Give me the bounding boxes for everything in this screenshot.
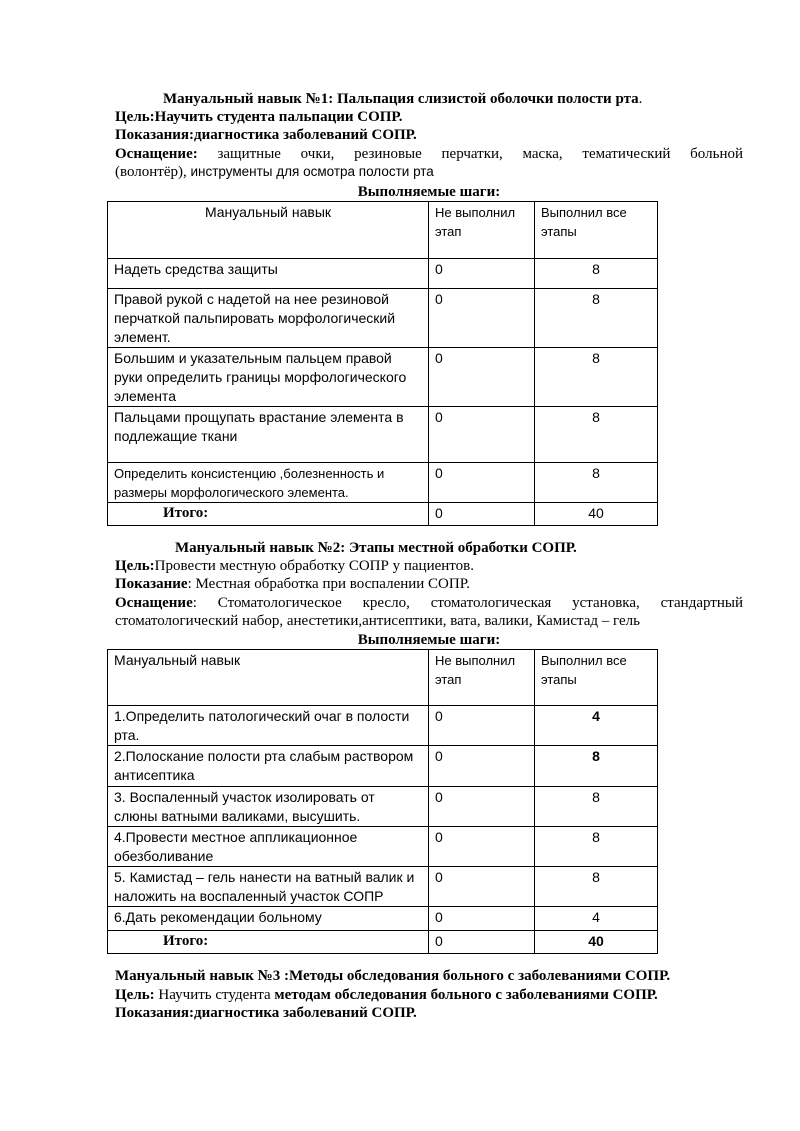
row-all-done: 4: [535, 706, 658, 746]
row-all-done: 8: [535, 787, 658, 827]
row-skill: 6.Дать рекомендации больному: [108, 907, 429, 931]
row-all-done: 8: [535, 259, 658, 289]
row-skill: 5. Камистад – гель нанести на ватный валик и наложить на воспаленный участок СОПР: [108, 867, 429, 907]
row-not-done: 0: [429, 348, 535, 407]
total-label: Итого:: [108, 503, 429, 526]
row-all-done: 8: [535, 746, 658, 787]
skill2-goal: Цель:Провести местную обработку СОПР у пациентов.: [115, 558, 474, 574]
table-row: [108, 407, 658, 463]
row-skill: 1.Определить патологический очаг в полости рта.: [108, 706, 429, 746]
table-row: [108, 827, 658, 867]
row-not-done: 0: [429, 463, 535, 503]
table-row: [108, 706, 658, 746]
table-row: [108, 907, 658, 931]
total-all-done: 40: [535, 503, 658, 526]
skill1-steps-heading: Выполняемые шаги:: [357, 184, 501, 200]
skill2-steps-heading: Выполняемые шаги:: [357, 632, 501, 648]
row-all-done: 8: [535, 348, 658, 407]
skill2-indication: Показание: Местная обработка при воспалении СОПР.: [115, 576, 470, 592]
row-skill: Большим и указательным пальцем правой руки определить границы морфологического элемента: [108, 348, 429, 407]
total-not-done: 0: [429, 503, 535, 526]
row-not-done: 0: [429, 787, 535, 827]
row-not-done: 0: [429, 867, 535, 907]
row-not-done: 0: [429, 407, 535, 463]
skill2-equipment-line2: стоматологический набор, анестетики,антисептики, вата, валики, Камистад – гель: [115, 613, 640, 629]
total-not-done: 0: [429, 931, 535, 954]
skill2-equipment-line1: Оснащение: Стоматологическое кресло, стоматологическая установка, стандартный: [115, 595, 743, 611]
row-not-done: 0: [429, 706, 535, 746]
table-total-row: [108, 503, 658, 526]
header-skill: Мануальный навык: [108, 202, 429, 259]
table-row: [108, 787, 658, 827]
header-not-done: Не выполнил этап: [429, 650, 535, 706]
skill3-goal: Цель: Научить студента методам обследования больного с заболеваниями СОПР.: [115, 987, 658, 1003]
table-total-row: [108, 931, 658, 954]
row-skill: 3. Воспаленный участок изолировать от слюны ватными валиками, высушить.: [108, 787, 429, 827]
table-row: [108, 463, 658, 503]
row-not-done: 0: [429, 746, 535, 787]
table-header-row: [108, 202, 658, 259]
header-not-done: Не выполнил этап: [429, 202, 535, 259]
skill1-table: [107, 201, 658, 526]
row-all-done: 8: [535, 289, 658, 348]
total-label: Итого:: [108, 931, 429, 954]
skill1-goal: Цель:Научить студента пальпации СОПР.: [115, 109, 403, 125]
row-skill: Пальцами прощупать врастание элемента в подлежащие ткани: [108, 407, 429, 463]
table-header-row: [108, 650, 658, 706]
skill3-indications: Показания:диагностика заболеваний СОПР.: [115, 1005, 417, 1021]
header-skill: Мануальный навык: [108, 650, 429, 706]
row-all-done: 8: [535, 827, 658, 867]
skill1-title: Мануальный навык №1: Пальпация слизистой оболочки полости рта.: [163, 91, 643, 107]
table-row: [108, 259, 658, 289]
header-all-done: Выполнил все этапы: [535, 650, 658, 706]
table-row: [108, 348, 658, 407]
row-not-done: 0: [429, 827, 535, 867]
row-skill: Определить консистенцию ,болезненность и размеры морфологического элемента.: [108, 463, 429, 503]
table-row: [108, 746, 658, 787]
row-not-done: 0: [429, 907, 535, 931]
row-not-done: 0: [429, 259, 535, 289]
skill1-equipment-line2: (волонтёр), инструменты для осмотра полости рта: [115, 164, 434, 180]
skill2-title: Мануальный навык №2: Этапы местной обработки СОПР.: [175, 540, 577, 556]
skill3-title: Мануальный навык №3 :Методы обследования больного с заболеваниями СОПР.: [115, 968, 671, 984]
row-all-done: 4: [535, 907, 658, 931]
row-all-done: 8: [535, 867, 658, 907]
skill1-equipment-line1: Оснащение: защитные очки, резиновые перчатки, маска, тематический больной: [115, 146, 743, 162]
row-all-done: 8: [535, 407, 658, 463]
table-row: [108, 289, 658, 348]
skill1-indications: Показания:диагностика заболеваний СОПР.: [115, 127, 417, 143]
row-skill: Надеть средства защиты: [108, 259, 429, 289]
skill2-table: [107, 649, 658, 954]
row-skill: 4.Провести местное аппликационное обезболивание: [108, 827, 429, 867]
table-row: [108, 867, 658, 907]
row-not-done: 0: [429, 289, 535, 348]
row-skill: 2.Полоскание полости рта слабым раствором антисептика: [108, 746, 429, 787]
row-all-done: 8: [535, 463, 658, 503]
total-all-done: 40: [535, 931, 658, 954]
row-skill: Правой рукой с надетой на нее резиновой перчаткой пальпировать морфологический элемент.: [108, 289, 429, 348]
header-all-done: Выполнил все этапы: [535, 202, 658, 259]
